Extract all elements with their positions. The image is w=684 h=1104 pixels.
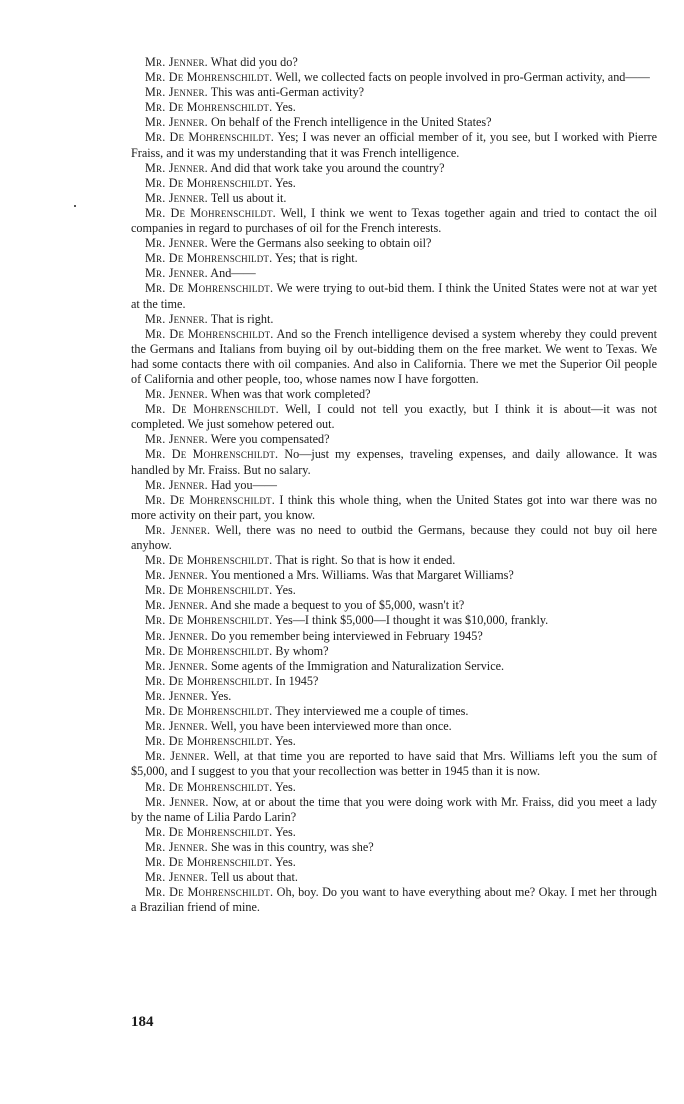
testimony-paragraph — [131, 236, 657, 251]
testimony-paragraph — [131, 885, 657, 915]
statement-text: Do you remember being interviewed in February 1945? — [210, 628, 483, 643]
testimony-paragraph — [131, 70, 657, 85]
scan-speck — [74, 205, 76, 207]
statement-text: This was anti-German activity? — [210, 85, 365, 100]
testimony-paragraph — [131, 432, 657, 447]
testimony-paragraph — [131, 689, 657, 704]
testimony-paragraph — [131, 523, 657, 553]
statement-text: I think this whole thing, when the United States got into war there was no more activity on their part, you know. — [131, 492, 658, 522]
statement-text: Yes. — [274, 175, 296, 190]
speaker-name: Mr. Jenner. — [145, 477, 208, 492]
testimony-paragraph — [131, 100, 657, 115]
speaker-name: Mr. Jenner. — [145, 839, 208, 854]
speaker-name: Mr. Jenner. — [145, 749, 210, 764]
speaker-name: Mr. Jenner. — [145, 160, 208, 175]
speaker-name: Mr. Jenner. — [145, 190, 208, 205]
testimony-paragraph — [131, 55, 657, 70]
testimony-paragraph — [131, 644, 657, 659]
statement-text: And—— — [210, 266, 256, 281]
statement-text: They interviewed me a couple of times. — [275, 704, 469, 719]
statement-text: Well, I think we went to Texas together again and tried to contact the oil companies in regard to purchases of oil for the French interests. — [131, 205, 658, 236]
speaker-name: Mr. De Mohrenschildt. — [145, 100, 273, 115]
testimony-paragraph — [131, 402, 657, 432]
statement-text: Yes; that is right. — [274, 251, 358, 266]
statement-text: On behalf of the French intelligence in the United States? — [210, 115, 492, 130]
testimony-paragraph — [131, 734, 657, 749]
testimony-paragraph — [131, 327, 657, 387]
testimony-paragraph — [131, 85, 657, 100]
statement-text: You mentioned a Mrs. Williams. Was that Margaret Williams? — [210, 568, 514, 583]
speaker-name: Mr. De Mohrenschildt. — [145, 779, 273, 794]
testimony-paragraph — [131, 312, 657, 327]
statement-text: And did that work take you around the country? — [210, 160, 445, 175]
speaker-name: Mr. De Mohrenschildt. — [145, 251, 273, 266]
statement-text: Well, there was no need to outbid the Germans, because they could not buy oil here anyhow. — [131, 522, 658, 552]
speaker-name: Mr. De Mohrenschildt. — [145, 447, 279, 462]
testimony-paragraph — [131, 749, 657, 779]
speaker-name: Mr. Jenner. — [145, 85, 208, 100]
testimony-paragraph — [131, 568, 657, 583]
statement-text: Well, at that time you are reported to have said that Mrs. Williams left you the sum of $5,000, and I suggest to you that your recollection was better in 1945 than it is now. — [131, 749, 658, 779]
testimony-paragraph — [131, 251, 657, 266]
testimony-paragraph — [131, 598, 657, 613]
testimony-paragraph — [131, 478, 657, 493]
statement-text: What did you do? — [210, 55, 298, 69]
speaker-name: Mr. Jenner. — [145, 628, 208, 643]
speaker-name: Mr. De Mohrenschildt. — [145, 130, 275, 145]
speaker-name: Mr. De Mohrenschildt. — [145, 281, 274, 296]
speaker-name: Mr. Jenner. — [145, 568, 208, 583]
testimony-paragraph — [131, 161, 657, 176]
speaker-name: Mr. De Mohrenschildt. — [145, 613, 273, 628]
speaker-name: Mr. De Mohrenschildt. — [145, 704, 273, 719]
speaker-name: Mr. Jenner. — [145, 598, 208, 613]
testimony-paragraph — [131, 281, 657, 311]
testimony-paragraph — [131, 674, 657, 689]
testimony-paragraph — [131, 613, 657, 628]
statement-text: Tell us about that. — [210, 870, 298, 885]
testimony-paragraph — [131, 191, 657, 206]
testimony-paragraph — [131, 840, 657, 855]
testimony-paragraph — [131, 447, 657, 477]
statement-text: Oh, boy. Do you want to have everything about me? Okay. I met her through a Brazilian friend of mine. — [131, 885, 657, 915]
statement-text: Well, I could not tell you exactly, but I think it is about—it was not completed. We just somehow petered out. — [131, 402, 657, 432]
speaker-name: Mr. Jenner. — [145, 55, 208, 69]
statement-text: We were trying to out-bid them. I think the United States were not at war yet at the time. — [131, 281, 657, 311]
speaker-name: Mr. Jenner. — [145, 522, 211, 537]
speaker-name: Mr. Jenner. — [145, 115, 208, 130]
statement-text: And she made a bequest to you of $5,000, wasn't it? — [210, 598, 465, 613]
speaker-name: Mr. Jenner. — [145, 311, 208, 326]
testimony-paragraph — [131, 855, 657, 870]
statement-text: Some agents of the Immigration and Naturalization Service. — [210, 658, 505, 673]
speaker-name: Mr. Jenner. — [145, 266, 208, 281]
statement-text: Well, you have been interviewed more than once. — [210, 719, 452, 734]
testimony-paragraph — [131, 780, 657, 795]
statement-text: Were you compensated? — [210, 432, 330, 447]
speaker-name: Mr. De Mohrenschildt. — [145, 734, 273, 749]
statement-text: And so the French intelligence devised a system whereby they could prevent the Germans and Italians from buying oil by out-bidding them on the free market. We went to Texas. We had some contacts there with oil companies. And also in California. There we met the Superior Oil people of California and other people, too, whose names now I have forgotten. — [131, 326, 657, 386]
statement-text: That is right. — [210, 311, 274, 326]
speaker-name: Mr. De Mohrenschildt. — [145, 824, 273, 839]
statement-text: Now, at or about the time that you were doing work with Mr. Fraiss, did you meet a lady by the name of Lilia Pardo Larin? — [131, 794, 658, 824]
speaker-name: Mr. Jenner. — [145, 870, 208, 885]
statement-text: Were the Germans also seeking to obtain oil? — [210, 236, 432, 251]
speaker-name: Mr. De Mohrenschildt. — [145, 885, 274, 900]
testimony-paragraph — [131, 659, 657, 674]
testimony-paragraph — [131, 704, 657, 719]
statement-text: By whom? — [275, 643, 329, 658]
speaker-name: Mr. De Mohrenschildt. — [145, 583, 273, 598]
testimony-paragraph — [131, 130, 657, 160]
testimony-paragraph — [131, 206, 657, 236]
testimony-paragraph — [131, 176, 657, 191]
statement-text: Yes. — [274, 854, 296, 869]
statement-text: Yes. — [274, 824, 296, 839]
testimony-paragraph — [131, 629, 657, 644]
speaker-name: Mr. De Mohrenschildt. — [145, 673, 273, 688]
speaker-name: Mr. Jenner. — [145, 432, 208, 447]
testimony-paragraph — [131, 387, 657, 402]
speaker-name: Mr. De Mohrenschildt. — [145, 326, 274, 341]
testimony-paragraph — [131, 583, 657, 598]
testimony-paragraph — [131, 719, 657, 734]
statement-text: No—just my expenses, traveling expenses, and daily allowance. It was handled by Mr. Fraiss. But no salary. — [131, 447, 657, 477]
testimony-paragraph — [131, 825, 657, 840]
statement-text: Yes; I was never an official member of it, you see, but I worked with Pierre Fraiss, and it was my understanding that it was French intelligence. — [131, 130, 657, 160]
statement-text: Well, we collected facts on people involved in pro-German activity, and—— — [275, 70, 650, 85]
testimony-paragraph — [131, 553, 657, 568]
testimony-paragraph — [131, 795, 657, 825]
testimony-paragraph — [131, 493, 657, 523]
statement-text: Yes. — [210, 688, 232, 703]
statement-text: Yes. — [274, 734, 296, 749]
statement-text: Yes. — [274, 779, 296, 794]
testimony-paragraph — [131, 115, 657, 130]
speaker-name: Mr. De Mohrenschildt. — [145, 70, 273, 85]
speaker-name: Mr. Jenner. — [145, 236, 208, 251]
testimony-paragraph — [131, 870, 657, 885]
statement-text: Had you—— — [210, 477, 277, 492]
speaker-name: Mr. Jenner. — [145, 794, 209, 809]
statement-text: In 1945? — [275, 673, 319, 688]
speaker-name: Mr. De Mohrenschildt. — [145, 402, 279, 417]
speaker-name: Mr. De Mohrenschildt. — [145, 205, 276, 220]
page-number: 184 — [131, 1014, 154, 1030]
statement-text: Yes—I think $5,000—I thought it was $10,000, frankly. — [274, 613, 549, 628]
transcript-body — [131, 55, 657, 915]
speaker-name: Mr. Jenner. — [145, 688, 208, 703]
statement-text: Yes. — [274, 100, 296, 115]
speaker-name: Mr. De Mohrenschildt. — [145, 854, 273, 869]
speaker-name: Mr. De Mohrenschildt. — [145, 643, 273, 658]
statement-text: That is right. So that is how it ended. — [275, 553, 456, 568]
speaker-name: Mr. Jenner. — [145, 387, 208, 402]
speaker-name: Mr. Jenner. — [145, 658, 208, 673]
statement-text: When was that work completed? — [210, 387, 371, 402]
testimony-paragraph — [131, 266, 657, 281]
statement-text: Yes. — [274, 583, 296, 598]
speaker-name: Mr. De Mohrenschildt. — [145, 175, 273, 190]
speaker-name: Mr. De Mohrenschildt. — [145, 492, 276, 507]
statement-text: Tell us about it. — [210, 190, 287, 205]
statement-text: She was in this country, was she? — [210, 839, 374, 854]
speaker-name: Mr. Jenner. — [145, 719, 208, 734]
speaker-name: Mr. De Mohrenschildt. — [145, 553, 273, 568]
